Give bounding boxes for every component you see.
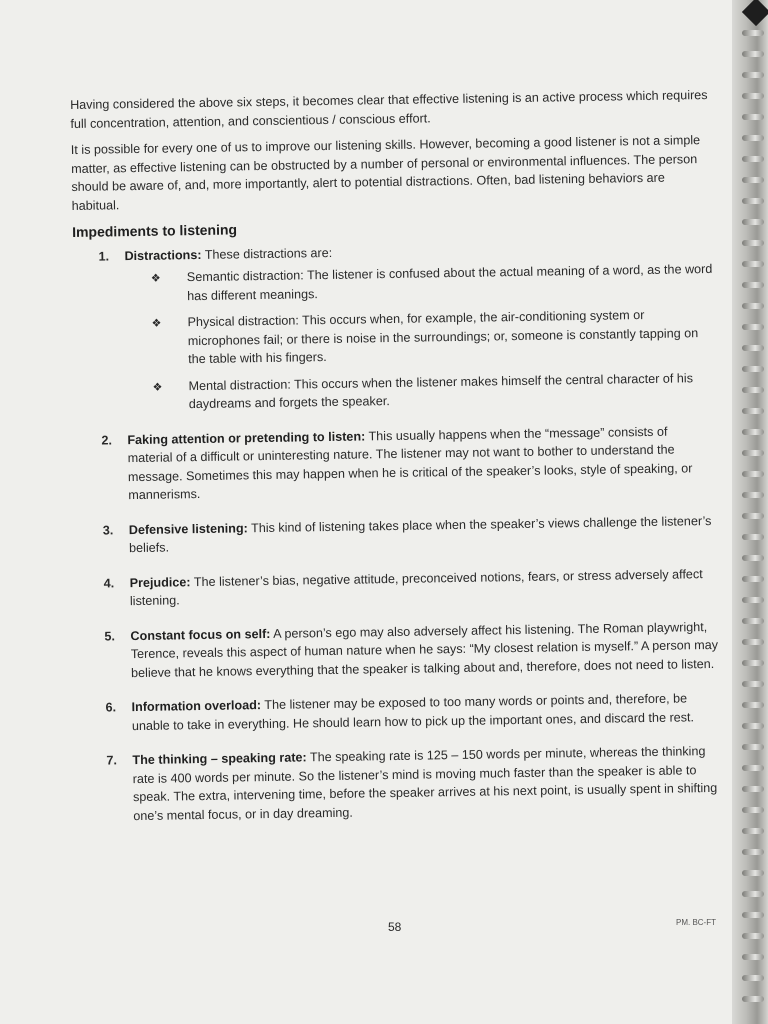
item-text: The listener’s bias, negative attitude, preconceived notions, fears, or stress adversely affect listening. [129,566,703,609]
diamond-bullet-icon: ❖ [152,381,163,394]
binding-ring [742,135,764,141]
binding-ring [742,912,764,918]
binding-ring [742,996,764,1002]
binding-ring [742,891,764,897]
binding-ring [742,807,764,813]
binding-ring [742,198,764,204]
binding-ring [742,387,764,393]
page-number: 58 [388,920,402,934]
item-number: 7. [106,753,118,768]
binding-ring [742,282,764,288]
binding-ring [742,51,764,57]
page-content [70,86,722,842]
binding-ring [742,261,764,267]
subitem-text: Mental distraction: This occurs when the listener makes himself the central character of his daydreams and forgets the speaker. [188,370,694,412]
diamond-bullet-icon: ❖ [150,272,161,285]
item-text: The listener may be exposed to too many words or points and, therefore, be unable to take in everything. He should learn how to pick up the important ones, and discard the rest. [131,691,695,733]
binding-ring [742,723,764,729]
item-term: Faking attention or pretending to listen: [127,428,366,447]
item-text: This kind of listening takes place when the speaker’s views challenge the listener’s beliefs. [128,513,712,556]
impediment-item-faking-attention [75,421,716,505]
binding-ring [742,702,764,708]
distraction-sublist [125,260,715,415]
corner-tab-icon [742,0,768,26]
spiral-binding [732,0,768,1024]
binding-ring [742,744,764,750]
binding-ring [742,618,764,624]
item-text: These distractions are: [201,245,333,262]
section-heading: Impediments to listening [72,221,238,240]
impediment-item-focus-on-self [78,617,719,683]
intro-paragraph-1: Having considered the above six steps, it becomes clear that effective listening is an active process which requires full concentration, attention, and conscientious / conscious effort. [70,87,708,131]
diamond-bullet-icon: ❖ [151,317,162,330]
binding-ring [742,513,764,519]
binding-ring [742,471,764,477]
item-number: 4. [103,575,115,591]
binding-ring [742,30,764,36]
binding-ring [742,114,764,120]
intro-paragraph-2: It is possible for every one of us to improve our listening skills. However, becoming a good listener is not a simple matter, as effective listening can be obstructed by a number of personal or environmental influences. The person should be aware of, and, more importantly, alert to potential distractions. Often, bad listening behaviors are habitual. [70,133,701,213]
subitem-physical [125,305,714,370]
impediment-item-prejudice [78,564,719,611]
binding-ring [742,555,764,561]
subitem-text: Physical distraction: This occurs when, for example, the air-conditioning system or microphones fail; or there is noise in the surroundings; or, someone is constantly tapping on the table with his fingers. [187,308,699,367]
binding-ring [742,639,764,645]
subitem-semantic [125,260,714,306]
binding-ring [742,954,764,960]
binding-ring [742,933,764,939]
item-number: 2. [101,432,113,448]
item-term: Distractions: [124,247,202,263]
binding-ring [742,93,764,99]
binding-ring [742,786,764,792]
binding-ring [742,660,764,666]
subitem-mental [126,368,715,414]
binding-ring [742,240,764,246]
item-term: Constant focus on self: [130,626,271,643]
binding-ring [742,597,764,603]
subitem-text: Semantic distraction: The listener is confused about the actual meaning of a word, as the word has different meanings. [186,261,713,303]
binding-ring [742,366,764,372]
item-number: 5. [104,628,116,644]
item-number: 6. [105,700,117,715]
binding-ring [742,849,764,855]
impediment-item-thinking-speaking-rate [80,742,721,826]
impediment-item-defensive-listening [77,511,718,558]
binding-ring [742,156,764,162]
document-code: PM. BC-FT [676,918,716,927]
binding-ring [742,303,764,309]
binding-ring [742,177,764,183]
item-term: Defensive listening: [128,520,248,537]
binding-ring [742,870,764,876]
impediment-item-information-overload [79,689,720,736]
binding-ring [742,408,764,414]
item-number: 3. [102,522,114,538]
binding-ring [742,681,764,687]
item-text: This usually happens when the “message” consists of material of a difficult or uninteresting nature. The listener may not want to bother to understand the message. Sometimes this may happen when he is critical of the speaker’s looks, style of speaking, or mannerisms. [127,424,693,503]
item-term: The thinking – speaking rate: [132,750,307,768]
binding-ring [742,72,764,78]
binding-ring [742,975,764,981]
binding-ring [742,492,764,498]
binding-ring [742,324,764,330]
item-term: Information overload: [131,698,262,715]
binding-ring [742,828,764,834]
binding-ring [742,345,764,351]
binding-ring [742,450,764,456]
impediments-list [72,237,721,825]
item-number: 1. [98,248,110,264]
item-text: The speaking rate is 125 – 150 words per minute, whereas the thinking rate is 400 words per minute. So the listener’s mind is moving much faster than the speaker is able to speak. The extra, intervening time, before the speaker arrives at his next point, is usually spent in shifting one’s mental focus, or in day dreaming. [132,744,718,823]
binding-ring [742,429,764,435]
binding-ring [742,576,764,582]
binding-ring [742,765,764,771]
item-text: A person’s ego may also adversely affect his listening. The Roman playwright, Terence, reveals this aspect of human nature when he says: “My closest relation is myself.” A person may believe that he knows everything that the speaker is talking about and, therefore, does not need to listen. [130,619,719,680]
item-term: Prejudice: [129,574,191,590]
impediment-item-distractions [72,237,715,415]
binding-ring [742,219,764,225]
binding-ring [742,534,764,540]
